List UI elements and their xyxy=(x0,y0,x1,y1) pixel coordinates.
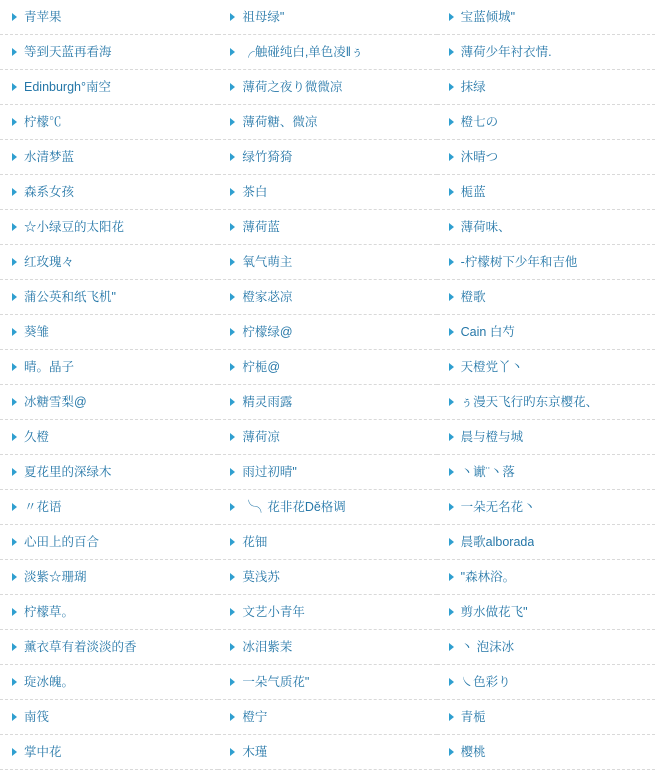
arrow-right-icon xyxy=(449,328,454,336)
arrow-right-icon xyxy=(449,293,454,301)
arrow-right-icon xyxy=(230,678,235,686)
arrow-right-icon xyxy=(449,118,454,126)
arrow-right-icon xyxy=(12,258,17,266)
list-item[interactable] xyxy=(437,700,655,735)
arrow-right-icon xyxy=(12,328,17,336)
arrow-right-icon xyxy=(449,83,454,91)
arrow-right-icon xyxy=(449,643,454,651)
arrow-right-icon xyxy=(230,608,235,616)
list-item-link[interactable]: ぅ漫天飞行旳东京樱花、 xyxy=(460,395,599,409)
arrow-right-icon xyxy=(230,188,235,196)
arrow-right-icon xyxy=(230,223,235,231)
arrow-right-icon xyxy=(230,328,235,336)
arrow-right-icon xyxy=(449,468,454,476)
list-item[interactable] xyxy=(218,455,436,490)
list-item-link[interactable]: 青苹果 xyxy=(24,10,62,24)
list-item-link[interactable]: 精灵雨露 xyxy=(242,395,293,409)
list-item-link[interactable]: 葵雏 xyxy=(24,325,50,339)
list-item[interactable] xyxy=(437,350,655,385)
list-item[interactable] xyxy=(437,595,655,630)
list-item[interactable] xyxy=(437,490,655,525)
arrow-right-icon xyxy=(230,538,235,546)
list-item-link[interactable]: 绿竹猗猗 xyxy=(242,150,293,164)
list-item-link[interactable]: 淡紫☆珊瑚 xyxy=(24,570,87,584)
list-item[interactable] xyxy=(0,630,218,665)
list-item[interactable] xyxy=(218,420,436,455)
list-item[interactable] xyxy=(218,385,436,420)
list-item[interactable] xyxy=(437,140,655,175)
list-item[interactable] xyxy=(437,315,655,350)
list-item[interactable] xyxy=(218,665,436,700)
list-item[interactable] xyxy=(437,280,655,315)
list-item-link[interactable]: 薄荷凉 xyxy=(242,430,280,444)
list-item[interactable] xyxy=(437,455,655,490)
list-item-link[interactable]: 抹绿 xyxy=(460,80,486,94)
list-item[interactable] xyxy=(218,210,436,245)
list-item-link[interactable]: 薰衣草有着淡淡的香 xyxy=(24,640,137,654)
list-item-link[interactable]: ╭触碰纯白,单色凌‖ぅ xyxy=(242,45,364,59)
list-item-link[interactable]: 橙七の xyxy=(460,115,499,129)
list-item-link[interactable]: 氧气萌主 xyxy=(242,255,293,269)
list-item[interactable] xyxy=(218,280,436,315)
arrow-right-icon xyxy=(12,188,17,196)
list-item-link[interactable]: 茶白 xyxy=(242,185,268,199)
arrow-right-icon xyxy=(449,153,454,161)
list-item[interactable] xyxy=(218,105,436,140)
list-item-link[interactable]: 琁冰魄。 xyxy=(24,675,75,689)
list-item[interactable] xyxy=(218,630,436,665)
list-item[interactable] xyxy=(0,210,218,245)
list-item[interactable] xyxy=(437,420,655,455)
arrow-right-icon xyxy=(12,608,17,616)
list-item[interactable] xyxy=(0,350,218,385)
list-item[interactable] xyxy=(0,595,218,630)
list-item[interactable] xyxy=(0,70,218,105)
arrow-right-icon xyxy=(12,83,17,91)
list-item-link[interactable]: 心田上的百合 xyxy=(24,535,100,549)
list-item-link[interactable]: 〃花语 xyxy=(24,500,62,514)
list-item[interactable] xyxy=(0,455,218,490)
list-item[interactable] xyxy=(218,175,436,210)
list-item-link[interactable]: ㇏色彩り xyxy=(460,675,511,689)
list-item[interactable] xyxy=(437,210,655,245)
list-item-link[interactable]: 晴。晶子 xyxy=(24,360,75,374)
list-item-link[interactable]: 沐晴つ xyxy=(460,150,499,164)
arrow-right-icon xyxy=(230,433,235,441)
arrow-right-icon xyxy=(12,538,17,546)
arrow-right-icon xyxy=(449,678,454,686)
arrow-right-icon xyxy=(449,13,454,21)
arrow-right-icon xyxy=(449,398,454,406)
list-item-link[interactable]: 冰糖雪梨@ xyxy=(24,395,87,409)
arrow-right-icon xyxy=(12,748,17,756)
arrow-right-icon xyxy=(12,713,17,721)
list-item-link[interactable]: 莫浅苏 xyxy=(242,570,280,584)
list-item-link[interactable]: 掌中花 xyxy=(24,745,62,759)
list-item[interactable] xyxy=(218,595,436,630)
arrow-right-icon xyxy=(449,503,454,511)
arrow-right-icon xyxy=(449,748,454,756)
list-item-link[interactable]: 雨过初晴" xyxy=(242,465,297,479)
arrow-right-icon xyxy=(12,13,17,21)
arrow-right-icon xyxy=(449,258,454,266)
arrow-right-icon xyxy=(230,503,235,511)
list-item[interactable] xyxy=(0,560,218,595)
arrow-right-icon xyxy=(230,153,235,161)
arrow-right-icon xyxy=(449,223,454,231)
list-item-link[interactable]: 薄荷之夜り微微凉 xyxy=(242,80,343,94)
list-item-link[interactable]: 久橙 xyxy=(24,430,50,444)
list-item[interactable] xyxy=(0,280,218,315)
list-item-link[interactable]: 剪水做花飞" xyxy=(460,605,528,619)
list-item[interactable] xyxy=(218,0,436,35)
list-item[interactable] xyxy=(0,175,218,210)
arrow-right-icon xyxy=(12,643,17,651)
arrow-right-icon xyxy=(12,398,17,406)
arrow-right-icon xyxy=(12,293,17,301)
list-item-link[interactable]: 木瑾 xyxy=(242,745,268,759)
list-item[interactable] xyxy=(218,525,436,560)
list-item-link[interactable]: 等到天蓝再看海 xyxy=(24,45,112,59)
list-item[interactable] xyxy=(437,245,655,280)
list-item[interactable] xyxy=(437,385,655,420)
list-item-link[interactable]: 水清梦蓝 xyxy=(24,150,75,164)
list-item[interactable] xyxy=(0,490,218,525)
list-item-link[interactable]: 夏花里的深绿木 xyxy=(24,465,112,479)
arrow-right-icon xyxy=(230,48,235,56)
list-item-link[interactable]: 柠檬℃ xyxy=(24,115,62,129)
list-item-link[interactable]: 南筏 xyxy=(24,710,50,724)
list-item-link[interactable]: 一朵无名花丶 xyxy=(460,500,536,514)
list-item[interactable] xyxy=(437,735,655,770)
arrow-right-icon xyxy=(449,188,454,196)
arrow-right-icon xyxy=(12,678,17,686)
arrow-right-icon xyxy=(12,363,17,371)
list-item[interactable] xyxy=(437,665,655,700)
arrow-right-icon xyxy=(12,153,17,161)
arrow-right-icon xyxy=(230,468,235,476)
list-item-link[interactable]: ☆小绿豆的太阳花 xyxy=(24,220,125,234)
arrow-right-icon xyxy=(230,293,235,301)
list-item[interactable] xyxy=(218,490,436,525)
list-item[interactable] xyxy=(0,385,218,420)
list-item-link[interactable]: 晨与橙与城 xyxy=(460,430,524,444)
list-item-link[interactable]: 薄荷蓝 xyxy=(242,220,280,234)
arrow-right-icon xyxy=(230,118,235,126)
list-item-link[interactable]: 丶 泡沫冰 xyxy=(460,640,515,654)
list-item-link[interactable]: 柠檬草。 xyxy=(24,605,75,619)
arrow-right-icon xyxy=(449,608,454,616)
list-item-link[interactable]: ╰╮花非花Dě格调 xyxy=(242,500,346,514)
list-item[interactable] xyxy=(437,0,655,35)
arrow-right-icon xyxy=(449,48,454,56)
list-item-link[interactable]: Edinburgh°南空 xyxy=(24,80,111,94)
arrow-right-icon xyxy=(230,748,235,756)
list-item-link[interactable]: 晨歌alborada xyxy=(460,535,535,549)
arrow-right-icon xyxy=(449,363,454,371)
arrow-right-icon xyxy=(230,398,235,406)
list-item[interactable] xyxy=(437,630,655,665)
list-item[interactable] xyxy=(0,420,218,455)
list-item[interactable] xyxy=(0,700,218,735)
list-item-link[interactable]: 文艺小青年 xyxy=(242,605,305,619)
list-item-link[interactable]: "森林浴。 xyxy=(460,570,516,584)
arrow-right-icon xyxy=(449,573,454,581)
list-item-link[interactable]: 祖母绿" xyxy=(242,10,285,24)
list-item[interactable] xyxy=(437,560,655,595)
list-item-link[interactable]: 栀蓝 xyxy=(460,185,486,199)
list-item[interactable] xyxy=(218,735,436,770)
arrow-right-icon xyxy=(230,643,235,651)
list-item-link[interactable]: 橙宁 xyxy=(242,710,268,724)
arrow-right-icon xyxy=(230,713,235,721)
list-item-link[interactable]: -柠檬树下少年和吉他 xyxy=(460,255,578,269)
list-item-link[interactable]: 青栀 xyxy=(460,710,486,724)
list-item-link[interactable]: Cain 白芍 xyxy=(460,325,515,339)
list-item[interactable] xyxy=(218,35,436,70)
arrow-right-icon xyxy=(12,468,17,476)
list-item[interactable] xyxy=(0,140,218,175)
list-item[interactable] xyxy=(0,105,218,140)
list-item[interactable] xyxy=(437,35,655,70)
list-item[interactable] xyxy=(437,105,655,140)
list-item-link[interactable]: 橙歌 xyxy=(460,290,486,304)
list-item[interactable] xyxy=(218,315,436,350)
list-item-link[interactable]: 丶谳¨丶落 xyxy=(460,465,515,479)
list-item[interactable] xyxy=(437,70,655,105)
list-item-link[interactable]: 冰泪紫茉 xyxy=(242,640,293,654)
arrow-right-icon xyxy=(12,573,17,581)
list-item-link[interactable]: 柠檬绿@ xyxy=(242,325,293,339)
list-item[interactable] xyxy=(0,735,218,770)
arrow-right-icon xyxy=(449,713,454,721)
list-item[interactable] xyxy=(0,525,218,560)
list-item[interactable] xyxy=(218,245,436,280)
list-item[interactable] xyxy=(437,175,655,210)
list-item[interactable] xyxy=(218,140,436,175)
list-item-link[interactable]: 红玫瑰々 xyxy=(24,255,75,269)
list-item-link[interactable]: 樱桃 xyxy=(460,745,486,759)
list-item-link[interactable]: 蒲公英和纸飞机" xyxy=(24,290,116,304)
list-item-link[interactable]: 橙家苾凉 xyxy=(242,290,293,304)
arrow-right-icon xyxy=(230,573,235,581)
arrow-right-icon xyxy=(12,503,17,511)
list-item[interactable] xyxy=(218,350,436,385)
list-item[interactable] xyxy=(0,315,218,350)
list-item-link[interactable]: 薄荷味、 xyxy=(460,220,511,234)
arrow-right-icon xyxy=(230,13,235,21)
list-item-link[interactable]: 花钿 xyxy=(242,535,268,549)
arrow-right-icon xyxy=(12,433,17,441)
list-item-link[interactable]: 森系女孩 xyxy=(24,185,75,199)
list-item[interactable] xyxy=(437,525,655,560)
arrow-right-icon xyxy=(230,363,235,371)
arrow-right-icon xyxy=(230,83,235,91)
list-item[interactable] xyxy=(0,665,218,700)
list-item-link[interactable]: 一朵气质花" xyxy=(242,675,310,689)
list-item-link[interactable]: 天橙党丫丶 xyxy=(460,360,524,374)
arrow-right-icon xyxy=(12,118,17,126)
arrow-right-icon xyxy=(449,538,454,546)
list-item[interactable] xyxy=(218,560,436,595)
list-item-link[interactable]: 薄荷糖、微凉 xyxy=(242,115,318,129)
list-item[interactable] xyxy=(218,700,436,735)
list-item-link[interactable]: 薄荷少年衬衣情. xyxy=(460,45,552,59)
arrow-right-icon xyxy=(12,48,17,56)
list-item-link[interactable]: 宝蓝倾城" xyxy=(460,10,516,24)
list-item[interactable] xyxy=(0,245,218,280)
arrow-right-icon xyxy=(230,258,235,266)
list-item[interactable] xyxy=(0,35,218,70)
list-item[interactable] xyxy=(0,0,218,35)
list-item-link[interactable]: 柠栀@ xyxy=(242,360,281,374)
arrow-right-icon xyxy=(449,433,454,441)
arrow-right-icon xyxy=(12,223,17,231)
list-item[interactable] xyxy=(218,70,436,105)
